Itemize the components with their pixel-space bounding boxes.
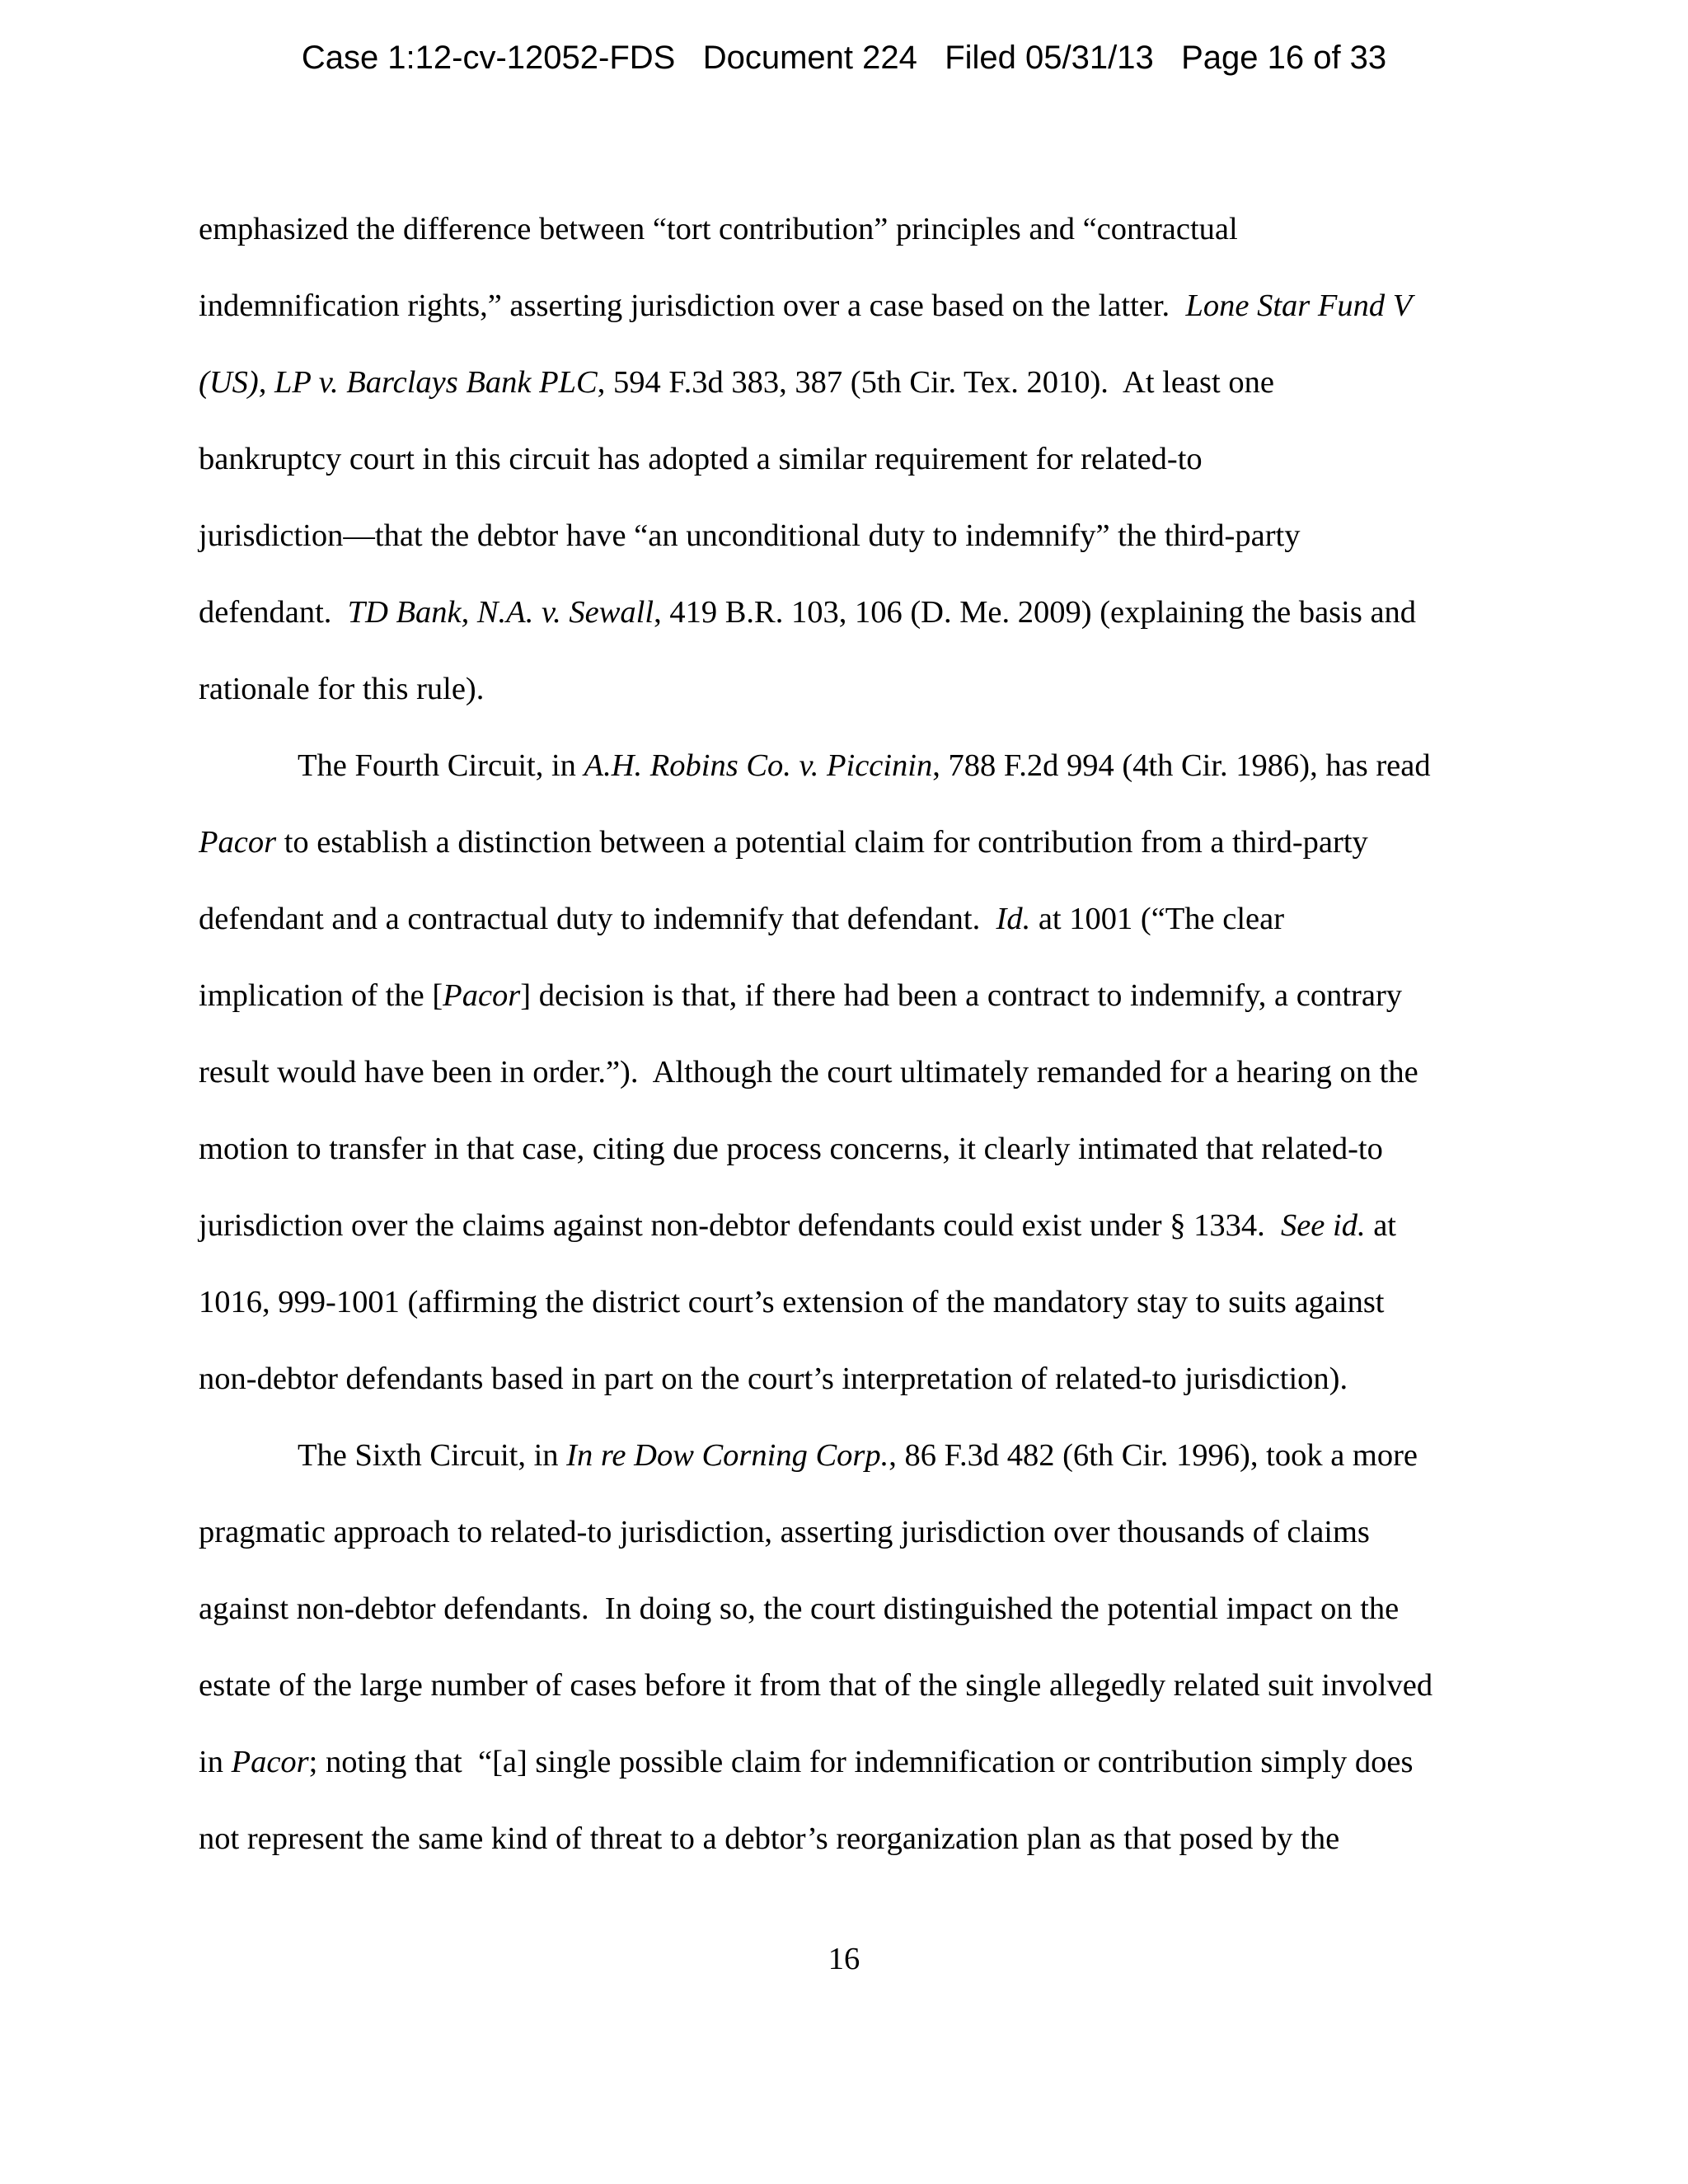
text-segment: non-debtor defendants based in part on the court’s interpretation of related-to jurisdiction). xyxy=(199,1361,1348,1396)
text-segment: result would have been in order.”). Although the court ultimately remanded for a hearing on the xyxy=(199,1055,1418,1090)
paragraph-first-line xyxy=(199,1418,1493,1494)
body-line xyxy=(199,1571,1493,1647)
italic-citation: Id. xyxy=(996,902,1031,936)
body-line xyxy=(199,804,1493,881)
filed-date: Filed 05/31/13 xyxy=(945,40,1154,76)
body-line xyxy=(199,421,1493,498)
body-line xyxy=(199,1801,1493,1877)
body-line xyxy=(199,1724,1493,1801)
text-segment: jurisdiction over the claims against non-debtor defendants could exist under § 1334. xyxy=(199,1208,1281,1243)
body-line xyxy=(199,1034,1493,1111)
text-segment: rationale for this rule). xyxy=(199,672,485,706)
page-number: 16 xyxy=(828,1942,860,1976)
body-line xyxy=(199,574,1493,651)
body-line xyxy=(199,344,1493,421)
body-line xyxy=(199,498,1493,574)
text-segment: not represent the same kind of threat to a debtor’s reorganization plan as that posed by the xyxy=(199,1821,1340,1856)
body-line xyxy=(199,881,1493,958)
text-segment: in xyxy=(199,1745,232,1779)
page-count: Page 16 of 33 xyxy=(1181,40,1387,76)
case-header xyxy=(0,36,1688,79)
italic-citation: Pacor xyxy=(443,978,521,1013)
text-segment: pragmatic approach to related-to jurisdiction, asserting jurisdiction over thousands of claims xyxy=(199,1515,1370,1549)
text-segment: defendant and a contractual duty to indemnify that defendant. xyxy=(199,902,996,936)
body-line xyxy=(199,1494,1493,1571)
body-line xyxy=(199,191,1493,268)
text-segment: emphasized the difference between “tort contribution” principles and “contractual xyxy=(199,212,1238,246)
document-number: Document 224 xyxy=(702,40,917,76)
body-line xyxy=(199,1188,1493,1264)
italic-citation: (US), LP v. Barclays Bank PLC xyxy=(199,365,598,400)
italic-citation: TD Bank, N.A. v. Sewall xyxy=(347,595,654,630)
body-line xyxy=(199,1647,1493,1724)
text-segment: bankruptcy court in this circuit has adopted a similar requirement for related-to xyxy=(199,442,1203,476)
body-line xyxy=(199,1111,1493,1188)
body-line xyxy=(199,651,1493,728)
text-segment: 1016, 999-1001 (affirming the district court’s extension of the mandatory stay to suits against xyxy=(199,1285,1385,1319)
body-line xyxy=(199,1341,1493,1418)
body-text xyxy=(199,191,1493,1877)
text-segment: motion to transfer in that case, citing due process concerns, it clearly intimated that related-to xyxy=(199,1132,1383,1166)
text-segment: estate of the large number of cases before it from that of the single allegedly related suit involved xyxy=(199,1668,1433,1703)
case-number: Case 1:12-cv-12052-FDS xyxy=(301,40,676,76)
italic-citation: See id. xyxy=(1280,1208,1366,1243)
body-line xyxy=(199,1264,1493,1341)
paragraph-first-line xyxy=(199,728,1493,804)
text-segment: ; noting that “[a] single possible claim for indemnification or contribution simply does xyxy=(308,1745,1414,1779)
text-segment: ] decision is that, if there had been a contract to indemnify, a contrary xyxy=(520,978,1403,1013)
text-segment: at xyxy=(1365,1208,1397,1243)
text-segment: jurisdiction—that the debtor have “an unconditional duty to indemnify” the third-party xyxy=(199,518,1301,553)
text-segment: to establish a distinction between a potential claim for contribution from a third-party xyxy=(276,825,1368,860)
text-segment: defendant. xyxy=(199,595,348,630)
text-segment: , 86 F.3d 482 (6th Cir. 1996), took a more xyxy=(889,1438,1418,1473)
body-line xyxy=(199,268,1493,344)
text-segment: The Sixth Circuit, in xyxy=(298,1438,567,1473)
text-segment: implication of the [ xyxy=(199,978,443,1013)
body-line xyxy=(199,958,1493,1034)
text-segment: , 594 F.3d 383, 387 (5th Cir. Tex. 2010). At least one xyxy=(597,365,1274,400)
text-segment: The Fourth Circuit, in xyxy=(298,748,584,783)
italic-citation: Lone Star Fund V xyxy=(1185,288,1413,323)
italic-citation: Pacor xyxy=(231,1745,309,1779)
italic-citation: A.H. Robins Co. v. Piccinin xyxy=(584,748,933,783)
text-segment: , 419 B.R. 103, 106 (D. Me. 2009) (explaining the basis and xyxy=(654,595,1417,630)
italic-citation: Pacor xyxy=(199,825,277,860)
text-segment: at 1001 (“The clear xyxy=(1030,902,1285,936)
text-segment: , 788 F.2d 994 (4th Cir. 1986), has read xyxy=(932,748,1431,783)
text-segment: indemnification rights,” asserting jurisdiction over a case based on the latter. xyxy=(199,288,1186,323)
text-segment: against non-debtor defendants. In doing so, the court distinguished the potential impact on the xyxy=(199,1591,1400,1626)
italic-citation: In re Dow Corning Corp. xyxy=(566,1438,889,1473)
